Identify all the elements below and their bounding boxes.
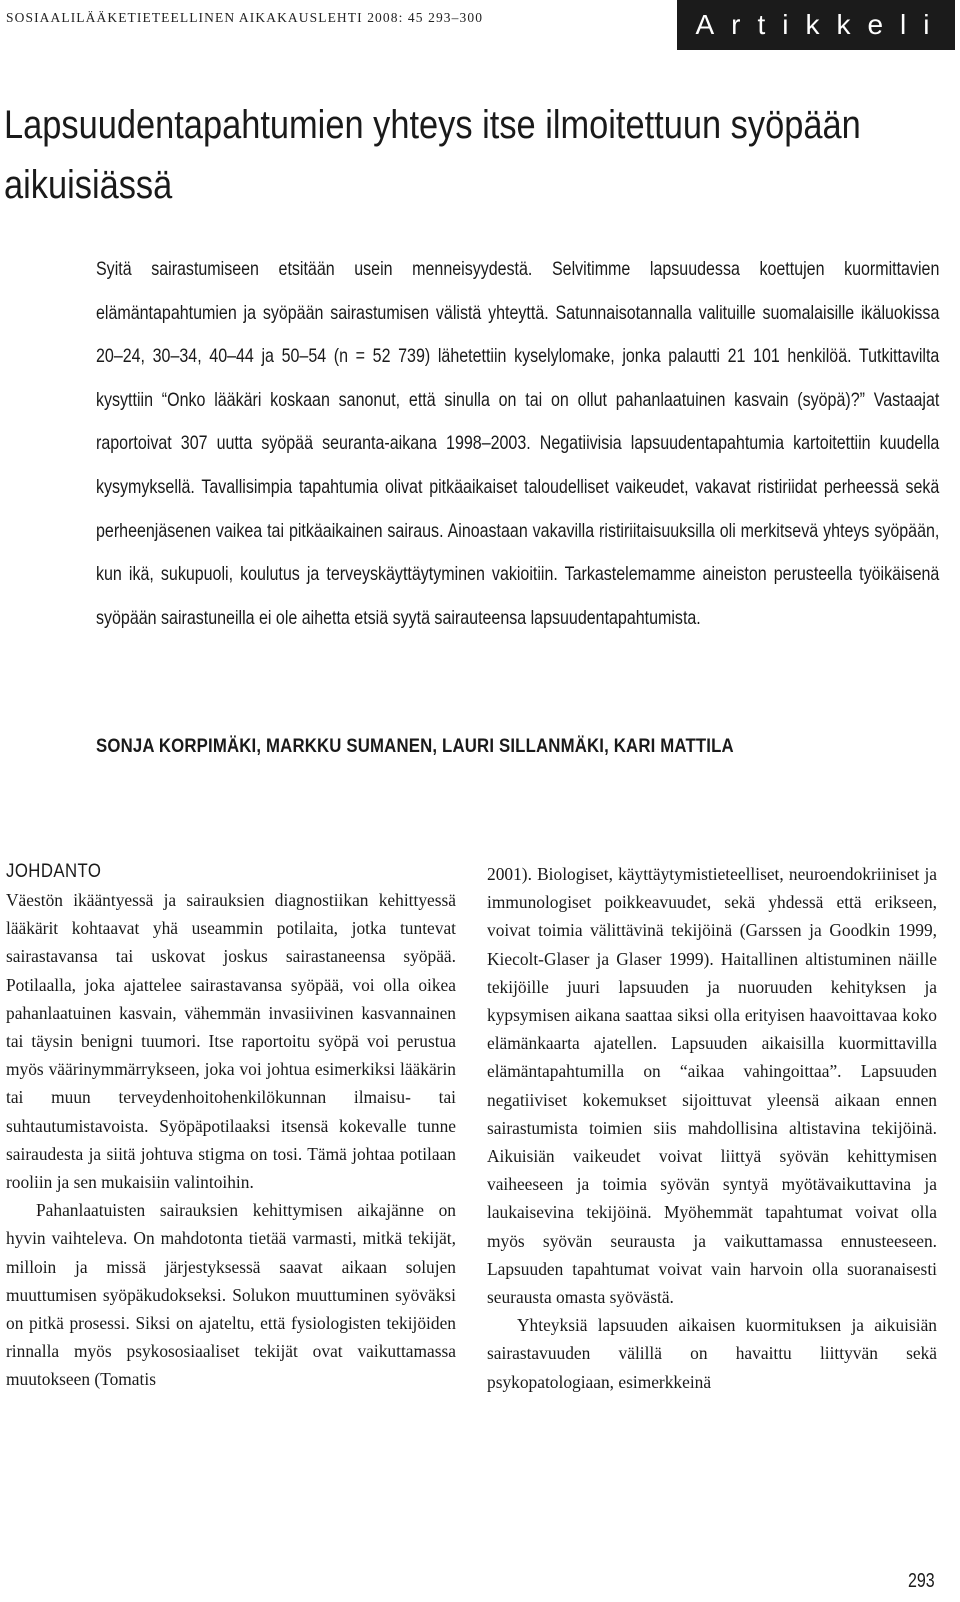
article-authors: SONJA KORPIMÄKI, MARKKU SUMANEN, LAURI SILLANMÄKI, KARI MATTILA (96, 735, 734, 757)
journal-header: SOSIAALILÄÄKETIETEELLINEN AIKAKAUSLEHTI 2008: 45 293–300 (6, 10, 484, 25)
body-paragraph: Pahanlaatuisten sairauksien kehittymisen aikajänne on hyvin vaihteleva. On mahdotonta tietää varmasti, mitkä tekijät, milloin ja missä järjestyksessä saavat aikaan solujen muuttumisen syöpäkudokseksi. Solukon muuttuminen syöväksi on pitkä prosessi. Siksi on ajateltu, että fysiologisten tekijöiden rinnalla myös psykososiaaliset tekijät ovat vaikuttamassa muutokseen (Tomatis (6, 1200, 456, 1390)
body-paragraph: Väestön ikääntyessä ja sairauksien diagnostiikan kehittyessä lääkärit kohtaavat yhä useammin potilaita, jotka tuntevat sairastavansa tai uskovat joskus sairastaneensa syöpää. Potilaalla, joka ajattelee sairastavansa syöpää, voi olla oikea pahanlaatuinen kasvain, vähemmän invasiivinen kasvannainen tai täysin benigni tuumori. Itse raportoitu syöpä voi perustua myös väärinymmärrykseen, joka voi johtua esimerkiksi lääkärin tai muun terveydenhoitohenkilökunnan ilmaisu- tai suhtautumistavoista. Syöpäpotilaaksi itsensä kokevalle tunne sairaudesta ja siitä johtuva stigma on tosi. Tämä johtaa potilaan rooliin ja sen mukaisiin valintoihin. (6, 890, 456, 1193)
page-number: 293 (908, 1570, 935, 1592)
body-paragraph: Yhteyksiä lapsuuden aikaisen kuormituksen ja aikuisiän sairastavuuden välillä on havaittu liittyvän sekä psykopatologiaan, esimerkkeinä (487, 1315, 937, 1392)
article-title: Lapsuudentapahtumien yhteys itse ilmoitettuun syöpään aikuisiässä (4, 103, 861, 207)
body-column-right (487, 860, 937, 1396)
article-abstract: Syitä sairastumiseen etsitään usein menneisyydestä. Selvitimme lapsuudessa koettujen kuormittavien elämäntapahtumien ja syöpään sairastumisen välistä yhteyttä. Satunnaisotannalla valituille suomalaisille ikäluokissa 20–24, 30–34, 40–44 ja 50–54 (n = 52 739) lähetettiin kyselylomake, jonka palautti 21 101 henkilöä. Tutkittavilta kysyttiin “Onko lääkäri koskaan sanonut, että sinulla on tai on ollut pahanlaatuinen kasvain (syöpä)?” Vastaajat raportoivat 307 uutta syöpää seuranta-aikana 1998–2003. Negatiivisia lapsuudentapahtumia kartoitettiin kuudella kysymyksellä. Tavallisimpia tapahtumia olivat pitkäaikaiset taloudelliset vaikeudet, vakavat ristiriidat perheessä sekä perheenjäsenen vaikea tai pitkäaikainen sairaus. Ainoastaan vakavilla ristiriitaisuuksilla oli merkitsevä yhteys syöpään, kun ikä, sukupuoli, koulutus ja terveyskäyttäytyminen vakioitiin. Tarkastelemamme aineiston perusteella työikäisenä syöpään sairastuneilla ei ole aihetta etsiä syytä sairauteensa lapsuudentapahtumista. (96, 259, 940, 629)
section-heading: JOHDANTO (6, 860, 102, 882)
body-column-left (6, 857, 456, 1394)
body-paragraph: 2001). Biologiset, käyttäytymistieteelliset, neuroendokriiniset ja immunologiset poikkeavuudet, sekä yhdessä että erikseen, voivat toimia välittävinä tekijöinä (Garssen ja Goodkin 1999, Kiecolt-Glaser ja Glaser 1999). Haitallinen altistuminen näille tekijöille juuri lapsuuden ja nuoruuden kehityksen ja kypsymisen aikana saattaa siksi olla erityisen haavoittavaa koko elämänkaarta ajatellen. Lapsuuden aikaisilla kuormittavilla elämäntapahtumilla on “aikaa vahingoittaa”. Lapsuuden negatiiviset kokemukset sijoittuvat yleensä aikaan ennen sairastumista toimien siis mahdollisina altistavina tekijöinä. Aikuisiän vaikeudet voivat liittyä syövän kehittymisen vaiheeseen ja toimia syövän syntyä myötävaikuttavina ja laukaisevina tekijöinä. Myöhemmät tapahtumat voivat olla myös syövän seurausta ja vaikuttamassa ennusteeseen. Lapsuuden tapahtumat voivat vain harvoin olla suoranaisesti seurausta omasta syövästä. (487, 864, 937, 1308)
section-tag: Artikkeli (677, 0, 955, 50)
